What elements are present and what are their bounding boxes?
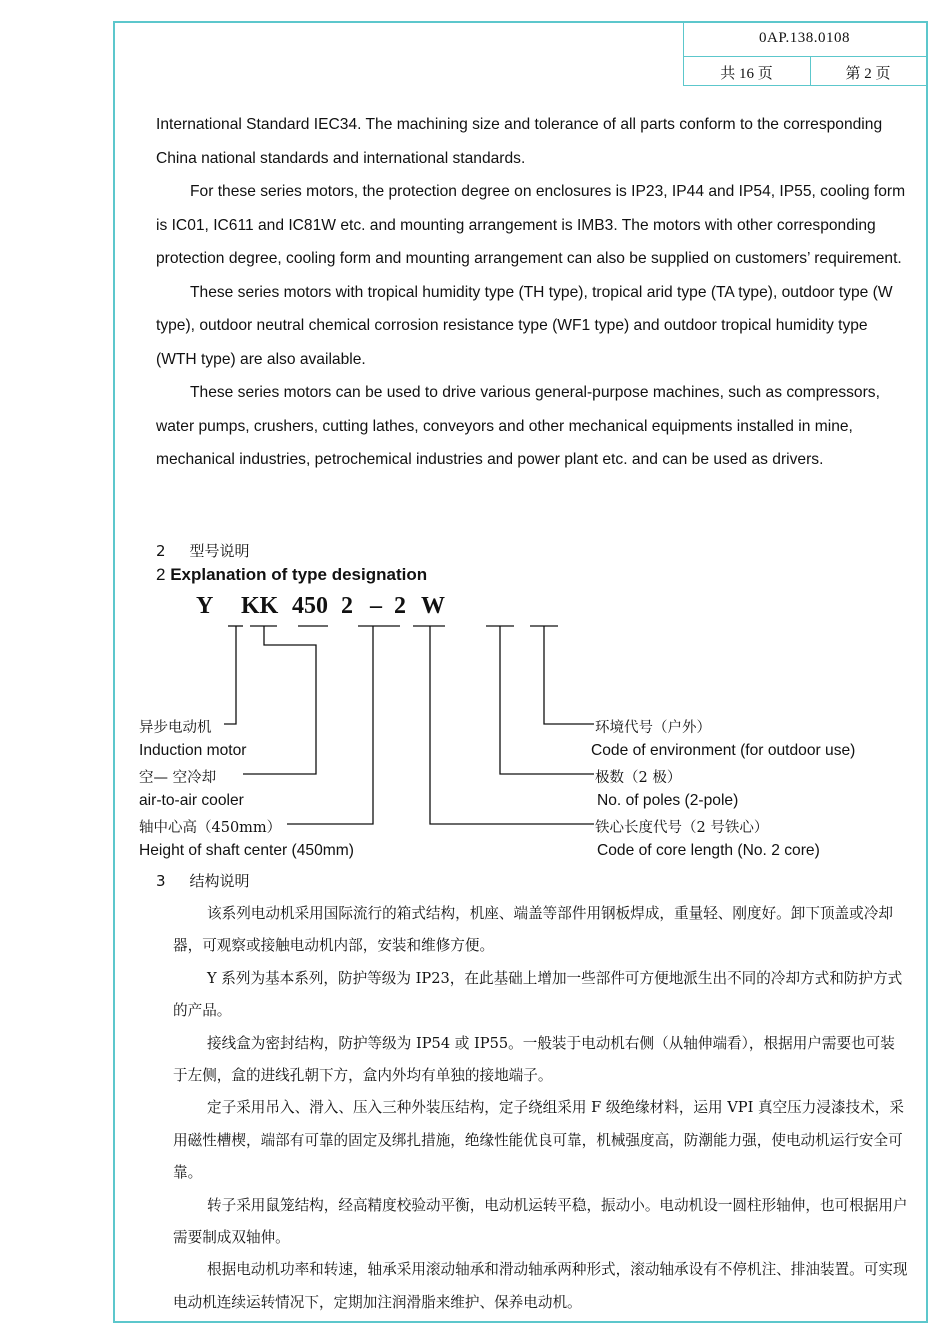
document-code: 0AP.138.0108 — [758, 30, 850, 46]
designation-y: Y — [196, 593, 214, 619]
english-paragraph: These series motors with tropical humidity type (TH type), tropical arid type (TA type), outdoor type (W type), outdoor neutral chemical corrosion resistance type (WF1 type) and outdoor tropical humidity type (WTH type) are also available. — [156, 283, 893, 368]
english-paragraph: International Standard IEC34. The machining size and tolerance of all parts conform to the corresponding China national standards and international standards. — [156, 116, 883, 167]
label-cooler-cn: 空— 空冷却 — [139, 770, 217, 786]
section-2-number: 2 — [156, 542, 166, 560]
designation-env: W — [421, 593, 445, 619]
chinese-paragraph: 接线盒为密封结构，防护等级为 IP54 或 IP55。一般装于电动机右侧（从轴伸端看），根据用户需要也可装于左侧，盒的进线孔朝下方，盒内外均有单独的接地端子。 — [173, 1034, 895, 1085]
chinese-paragraph: 根据电动机功率和转速，轴承采用滚动轴承和滑动轴承两种形式，滚动轴承设有不停机注、排油装置。可实现电动机连续运转情况下，定期加注润滑脂来维护、保养电动机。 — [173, 1261, 908, 1311]
designation-height: 450 — [292, 593, 328, 619]
chinese-body — [173, 898, 908, 1319]
total-pages: 共 16 页 — [720, 66, 773, 82]
section-2-number-en: 2 — [156, 565, 166, 584]
label-shaft-en: Height of shaft center (450mm) — [139, 842, 354, 859]
section-2-heading-cn — [156, 540, 250, 561]
section-3-heading — [156, 870, 250, 891]
label-core-cn: 铁心长度代号（2 号铁心） — [595, 820, 769, 836]
label-induction-cn: 异步电动机 — [139, 720, 212, 736]
section-2-title-en: Explanation of type designation — [170, 565, 428, 584]
english-paragraph: These series motors can be used to drive various general-purpose machines, such as compressors, water pumps, crushers, cutting lathes, conveyors and other mechanical equipments installed in mine, mechanical industries, petrochemical industries and power plant etc. and can be used as drivers. — [156, 384, 880, 468]
section-2-heading-en — [156, 565, 427, 585]
designation-poles: 2 — [394, 593, 406, 619]
section-3-title: 结构说明 — [189, 872, 250, 890]
label-core-en: Code of core length (No. 2 core) — [597, 842, 820, 859]
label-env-en: Code of environment (for outdoor use) — [591, 742, 856, 759]
chinese-paragraph: Y 系列为基本系列，防护等级为 IP23，在此基础上增加一些部件可方便地派生出不同的冷却方式和防护方式的产品。 — [173, 969, 903, 1020]
section-2-title-cn: 型号说明 — [189, 542, 250, 560]
designation-core: 2 — [341, 593, 353, 619]
header-table-row-divider — [683, 56, 926, 57]
label-shaft-cn: 轴中心高（450mm） — [139, 820, 282, 836]
label-cooler-en: air-to-air cooler — [139, 792, 244, 809]
page-number: 第 2 页 — [845, 66, 891, 82]
label-env-cn: 环境代号（户外） — [595, 720, 711, 736]
english-body — [156, 108, 908, 477]
label-induction-en: Induction motor — [139, 742, 247, 759]
label-poles-en: No. of poles (2-pole) — [597, 792, 739, 809]
section-3-number: 3 — [156, 872, 166, 890]
label-poles-cn: 极数（2 极） — [595, 770, 682, 786]
chinese-paragraph: 该系列电动机采用国际流行的箱式结构，机座、端盖等部件用钢板焊成，重量轻、刚度好。卸下顶盖或冷却器，可观察或接触电动机内部，安装和维修方便。 — [173, 905, 893, 955]
designation-dash: – — [370, 593, 382, 619]
chinese-paragraph: 定子采用吊入、滑入、压入三种外装压结构，定子绕组采用 F 级绝缘材料，运用 VPI 真空压力浸漆技术，采用磁性槽楔，端部有可靠的固定及绑扎措施，绝缘性能优良可靠，机械强度高，防潮能力强，使电动机运行安全可靠。 — [173, 1099, 904, 1182]
designation-kk: KK — [241, 593, 279, 619]
chinese-paragraph: 转子采用鼠笼结构，经高精度校验动平衡，电动机运转平稳，振动小。电动机设一圆柱形轴伸，也可根据用户需要制成双轴伸。 — [173, 1196, 908, 1247]
english-paragraph: For these series motors, the protection degree on enclosures is IP23, IP44 and IP54, IP55, cooling form is IC01, IC611 and IC81W etc. and mounting arrangement is IMB3. The motors with other corresponding protection degree, cooling form and mounting arrangement can also be supplied on customers’ requirement. — [156, 183, 906, 267]
